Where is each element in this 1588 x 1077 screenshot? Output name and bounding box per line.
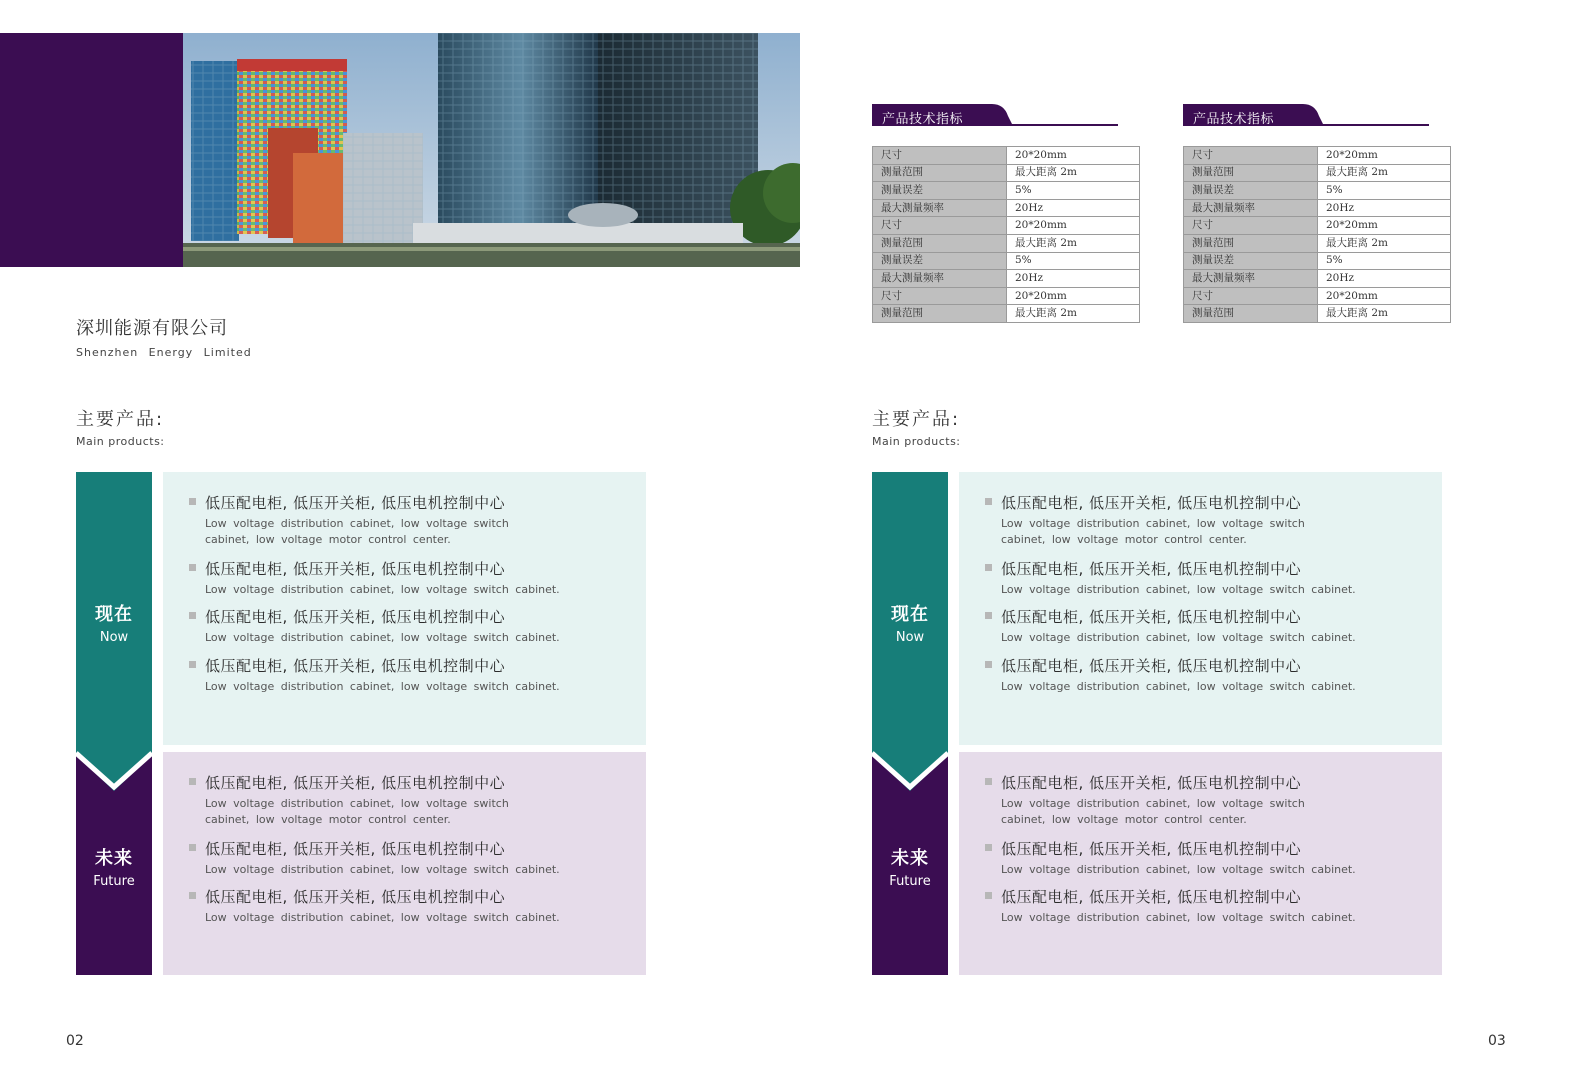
main-products-title-cn: 主要产品:	[76, 409, 165, 430]
list-item	[985, 492, 1425, 548]
item-desc: Low voltage distribution cabinet, low voltage switch cabinet.	[1001, 680, 1356, 693]
now-panel	[959, 472, 1442, 745]
item-desc: Low voltage distribution cabinet, low voltage switch cabinet.	[205, 583, 560, 596]
square-bullet-icon	[189, 661, 196, 668]
list-item	[189, 772, 629, 828]
spec-value: 20*20mm	[1318, 287, 1451, 305]
spec-table-block-1	[872, 104, 1140, 323]
main-products-title-en: Main products:	[872, 435, 961, 448]
table-row	[1184, 164, 1451, 182]
spec-key: 测量误差	[1184, 182, 1318, 200]
company-name-en: Shenzhen Energy Limited	[76, 346, 252, 359]
square-bullet-icon	[985, 498, 992, 505]
products-timeline	[872, 472, 1446, 975]
square-bullet-icon	[189, 498, 196, 505]
square-bullet-icon	[985, 892, 992, 899]
list-item	[985, 655, 1425, 695]
square-bullet-icon	[985, 612, 992, 619]
spec-key: 尺寸	[873, 147, 1007, 165]
list-item	[985, 606, 1425, 646]
future-panel	[959, 752, 1442, 975]
spec-key: 测量范围	[1184, 164, 1318, 182]
table-row	[873, 182, 1140, 200]
table-row	[873, 287, 1140, 305]
square-bullet-icon	[189, 778, 196, 785]
table-row	[1184, 147, 1451, 165]
table-row	[1184, 199, 1451, 217]
page-number-right: 03	[1488, 1033, 1506, 1049]
list-item	[189, 492, 629, 548]
item-title: 低压配电柜, 低压开关柜, 低压电机控制中心	[1001, 774, 1302, 792]
item-title: 低压配电柜, 低压开关柜, 低压电机控制中心	[205, 774, 506, 792]
list-item	[189, 886, 629, 926]
spec-value: 20*20mm	[1007, 147, 1140, 165]
item-title: 低压配电柜, 低压开关柜, 低压电机控制中心	[1001, 608, 1302, 626]
item-title: 低压配电柜, 低压开关柜, 低压电机控制中心	[1001, 494, 1302, 512]
list-item	[189, 558, 629, 598]
table-row	[1184, 182, 1451, 200]
spec-key: 测量范围	[1184, 305, 1318, 323]
spec-value: 5%	[1007, 252, 1140, 270]
spec-key: 测量误差	[873, 252, 1007, 270]
spec-value: 5%	[1007, 182, 1140, 200]
table-row	[873, 147, 1140, 165]
spec-value: 最大距离 2m	[1318, 305, 1451, 323]
now-panel	[163, 472, 646, 745]
item-desc: Low voltage distribution cabinet, low voltage switch cabinet.	[1001, 911, 1356, 924]
spec-value: 最大距离 2m	[1007, 305, 1140, 323]
item-desc: Low voltage distribution cabinet, low voltage switch cabinet, low voltage motor control center.	[1001, 517, 1305, 546]
now-label-en: Now	[99, 630, 129, 645]
spec-value: 最大距离 2m	[1007, 234, 1140, 252]
table-row	[873, 217, 1140, 235]
spec-key: 最大测量频率	[1184, 199, 1318, 217]
item-desc: Low voltage distribution cabinet, low voltage switch cabinet.	[1001, 631, 1356, 644]
page-right	[794, 0, 1588, 1077]
square-bullet-icon	[985, 778, 992, 785]
item-desc: Low voltage distribution cabinet, low voltage switch cabinet, low voltage motor control center.	[205, 797, 509, 826]
square-bullet-icon	[985, 564, 992, 571]
spec-key: 尺寸	[1184, 147, 1318, 165]
spec-key: 测量范围	[873, 305, 1007, 323]
down-chevron-icon	[872, 747, 948, 791]
spec-value: 20*20mm	[1007, 217, 1140, 235]
table-row	[1184, 217, 1451, 235]
main-products-title-en: Main products:	[76, 435, 165, 448]
item-title: 低压配电柜, 低压开关柜, 低压电机控制中心	[205, 888, 506, 906]
spec-key: 测量范围	[1184, 234, 1318, 252]
spec-key: 测量误差	[1184, 252, 1318, 270]
table-row	[873, 199, 1140, 217]
future-label-cn: 未来	[95, 848, 133, 869]
item-title: 低压配电柜, 低压开关柜, 低压电机控制中心	[205, 560, 506, 578]
item-desc: Low voltage distribution cabinet, low voltage switch cabinet.	[205, 863, 560, 876]
list-item	[985, 772, 1425, 828]
hero-city-photo	[183, 33, 800, 267]
table-row	[873, 252, 1140, 270]
item-desc: Low voltage distribution cabinet, low voltage switch cabinet.	[205, 680, 560, 693]
item-desc: Low voltage distribution cabinet, low voltage switch cabinet, low voltage motor control center.	[1001, 797, 1305, 826]
spec-key: 测量范围	[873, 234, 1007, 252]
spec-value: 20Hz	[1007, 199, 1140, 217]
spec-table-block-2	[1183, 104, 1451, 323]
item-title: 低压配电柜, 低压开关柜, 低压电机控制中心	[205, 494, 506, 512]
spec-key: 测量范围	[873, 164, 1007, 182]
list-item	[189, 655, 629, 695]
list-item	[985, 886, 1425, 926]
spec-value: 20*20mm	[1318, 147, 1451, 165]
square-bullet-icon	[189, 844, 196, 851]
hero-purple-block	[0, 33, 183, 267]
square-bullet-icon	[189, 564, 196, 571]
spec-tab-label: 产品技术指标	[1193, 112, 1275, 127]
future-label	[76, 844, 152, 889]
future-label-cn: 未来	[891, 848, 929, 869]
spec-value: 20Hz	[1318, 270, 1451, 288]
company-block	[76, 314, 252, 359]
table-row	[873, 305, 1140, 323]
down-chevron-icon	[76, 747, 152, 791]
spec-value: 最大距离 2m	[1318, 234, 1451, 252]
item-desc: Low voltage distribution cabinet, low voltage switch cabinet.	[205, 911, 560, 924]
spec-table	[872, 146, 1140, 323]
spec-key: 最大测量频率	[873, 199, 1007, 217]
item-desc: Low voltage distribution cabinet, low voltage switch cabinet.	[205, 631, 560, 644]
future-panel	[163, 752, 646, 975]
future-label-en: Future	[93, 874, 135, 889]
table-row	[873, 234, 1140, 252]
main-products-heading	[76, 405, 165, 448]
item-desc: Low voltage distribution cabinet, low voltage switch cabinet.	[1001, 863, 1356, 876]
item-title: 低压配电柜, 低压开关柜, 低压电机控制中心	[1001, 657, 1302, 675]
spec-table	[1183, 146, 1451, 323]
square-bullet-icon	[985, 844, 992, 851]
table-row	[873, 270, 1140, 288]
list-item	[189, 606, 629, 646]
table-row	[1184, 252, 1451, 270]
main-products-title-cn: 主要产品:	[872, 409, 961, 430]
main-products-heading	[872, 405, 961, 448]
page-number-left: 02	[66, 1033, 84, 1049]
item-desc: Low voltage distribution cabinet, low voltage switch cabinet, low voltage motor control center.	[205, 517, 509, 546]
table-row	[873, 164, 1140, 182]
now-label	[76, 600, 152, 645]
spec-value: 5%	[1318, 182, 1451, 200]
square-bullet-icon	[189, 612, 196, 619]
table-row	[1184, 234, 1451, 252]
spec-tab-label: 产品技术指标	[882, 112, 964, 127]
item-title: 低压配电柜, 低压开关柜, 低压电机控制中心	[205, 840, 506, 858]
item-title: 低压配电柜, 低压开关柜, 低压电机控制中心	[1001, 560, 1302, 578]
spec-key: 最大测量频率	[873, 270, 1007, 288]
spec-value: 最大距离 2m	[1318, 164, 1451, 182]
item-title: 低压配电柜, 低压开关柜, 低压电机控制中心	[205, 657, 506, 675]
future-label-en: Future	[889, 874, 931, 889]
spec-value: 20*20mm	[1007, 287, 1140, 305]
now-label	[872, 600, 948, 645]
spec-value: 20*20mm	[1318, 217, 1451, 235]
now-label-en: Now	[895, 630, 925, 645]
table-row	[1184, 270, 1451, 288]
table-row	[1184, 305, 1451, 323]
spec-key: 尺寸	[873, 287, 1007, 305]
future-label	[872, 844, 948, 889]
item-title: 低压配电柜, 低压开关柜, 低压电机控制中心	[1001, 888, 1302, 906]
list-item	[189, 838, 629, 878]
now-label-cn: 现在	[891, 604, 929, 625]
spec-value: 5%	[1318, 252, 1451, 270]
spec-key: 尺寸	[1184, 287, 1318, 305]
item-desc: Low voltage distribution cabinet, low voltage switch cabinet.	[1001, 583, 1356, 596]
spec-key: 尺寸	[873, 217, 1007, 235]
spec-key: 尺寸	[1184, 217, 1318, 235]
spec-key: 最大测量频率	[1184, 270, 1318, 288]
square-bullet-icon	[985, 661, 992, 668]
spec-key: 测量误差	[873, 182, 1007, 200]
list-item	[985, 838, 1425, 878]
company-name-cn: 深圳能源有限公司	[76, 318, 228, 339]
now-label-cn: 现在	[95, 604, 133, 625]
item-title: 低压配电柜, 低压开关柜, 低压电机控制中心	[205, 608, 506, 626]
products-timeline	[76, 472, 650, 975]
spec-value: 20Hz	[1007, 270, 1140, 288]
list-item	[985, 558, 1425, 598]
spec-value: 最大距离 2m	[1007, 164, 1140, 182]
square-bullet-icon	[189, 892, 196, 899]
spec-tab	[872, 104, 1140, 128]
spec-tab	[1183, 104, 1451, 128]
item-title: 低压配电柜, 低压开关柜, 低压电机控制中心	[1001, 840, 1302, 858]
spec-value: 20Hz	[1318, 199, 1451, 217]
table-row	[1184, 287, 1451, 305]
